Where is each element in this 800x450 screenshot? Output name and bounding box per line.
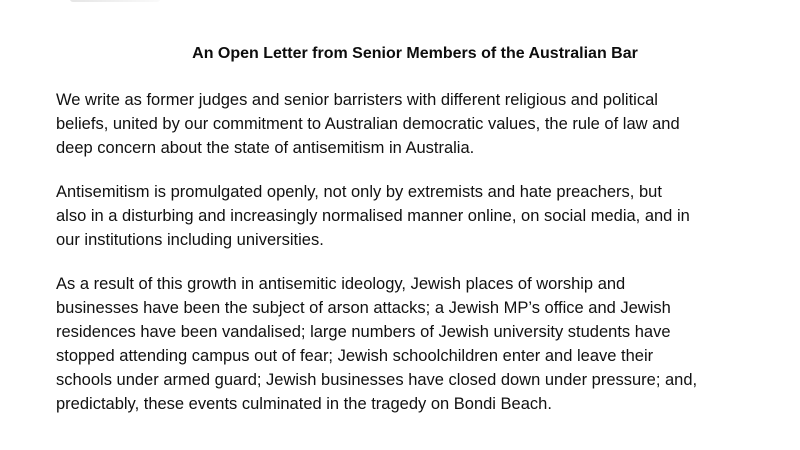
paragraph-line: deep concern about the state of antisemitism in Australia. xyxy=(56,139,475,157)
letter-title: An Open Letter from Senior Members of the Australian Bar xyxy=(192,45,638,62)
paragraph-line: predictably, these events culminated in the tragedy on Bondi Beach. xyxy=(56,395,552,413)
paragraph-intro xyxy=(56,88,796,160)
paragraph-line: beliefs, united by our commitment to Australian democratic values, the rule of law and xyxy=(56,115,680,133)
paragraph-line: As a result of this growth in antisemitic ideology, Jewish places of worship and xyxy=(56,275,626,293)
paragraph-line: schools under armed guard; Jewish businesses have closed down under pressure; and, xyxy=(56,371,698,389)
paragraph-line: businesses have been the subject of arson attacks; a Jewish MP’s office and Jewish xyxy=(56,299,671,317)
paragraph-line: stopped attending campus out of fear; Jewish schoolchildren enter and leave their xyxy=(56,347,654,365)
paragraph-line: Antisemitism is promulgated openly, not only by extremists and hate preachers, but xyxy=(56,183,662,201)
paragraph-antisemitism xyxy=(56,180,796,252)
cropped-text-fragment xyxy=(70,0,160,2)
paragraph-line: also in a disturbing and increasingly normalised manner online, on social media, and in xyxy=(56,207,690,225)
paragraph-line: our institutions including universities. xyxy=(56,231,324,249)
paragraph-consequences xyxy=(56,272,796,416)
paragraph-line: residences have been vandalised; large numbers of Jewish university students have xyxy=(56,323,671,341)
paragraph-line: We write as former judges and senior barristers with different religious and political xyxy=(56,91,658,109)
